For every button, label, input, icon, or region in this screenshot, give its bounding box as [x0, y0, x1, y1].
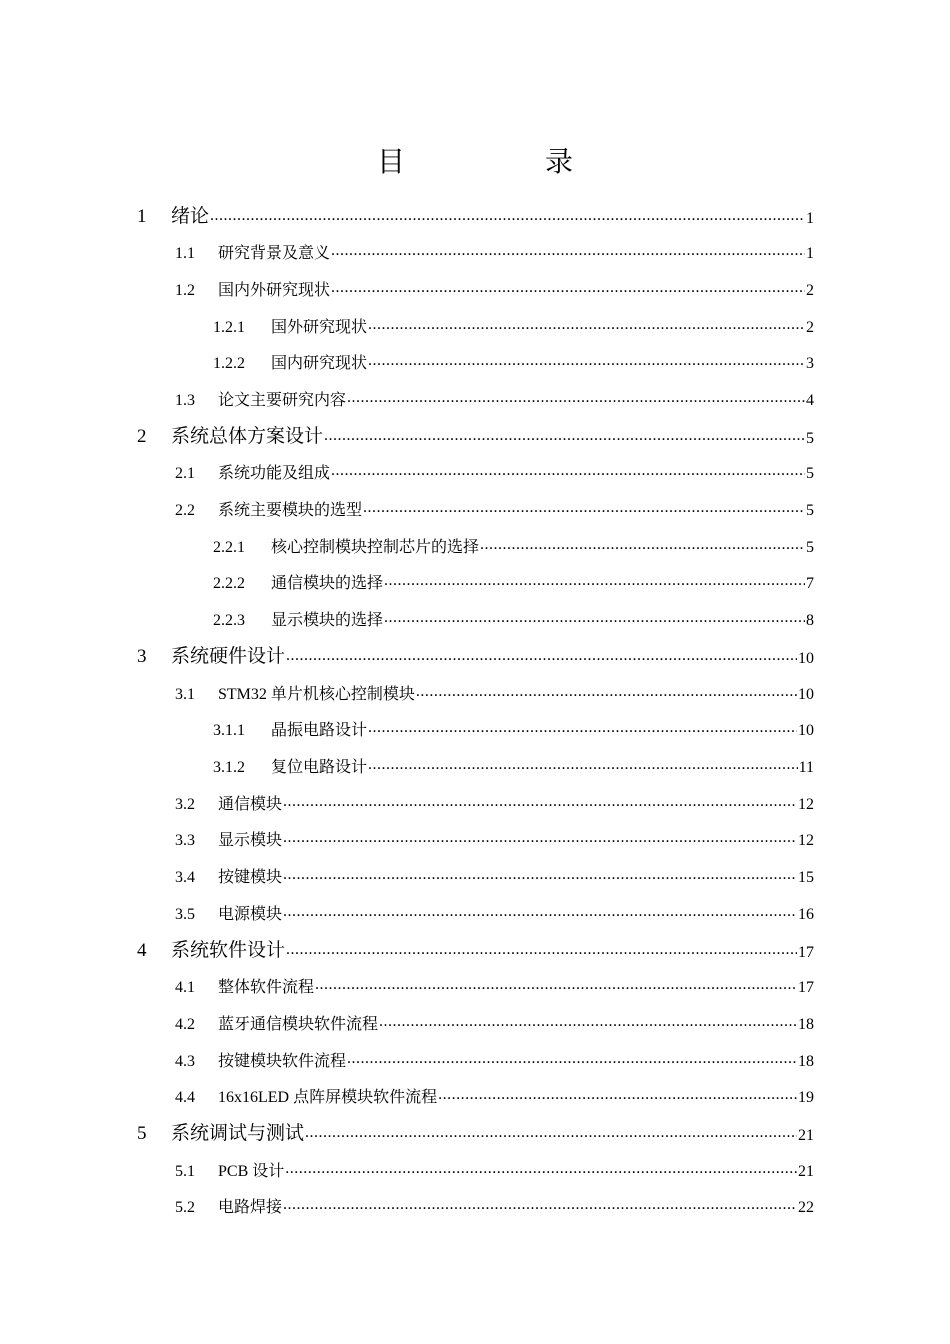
toc-dot-leader [315, 976, 797, 994]
toc-entry-title: 绪论 [171, 205, 210, 227]
toc-entry-number: 2.2 [175, 502, 195, 519]
toc-entry-number: 3.1.1 [213, 722, 245, 739]
toc-entry-number: 2 [137, 426, 147, 447]
toc-entry-number: 5.1 [175, 1163, 195, 1180]
toc-entry-title: 通信模块 [218, 796, 283, 813]
toc-entry[interactable] [137, 934, 814, 962]
toc-entry-title: 整体软件流程 [218, 979, 315, 996]
toc-entry[interactable] [175, 492, 814, 520]
toc-dot-leader [379, 1013, 797, 1031]
toc-entry-page-number: 10 [798, 722, 814, 739]
toc-entry-number: 4.2 [175, 1016, 195, 1033]
toc-entry-page-number: 18 [798, 1053, 814, 1070]
toc-entry-title: 通信模块的选择 [271, 575, 384, 592]
toc-entry-page-number: 4 [806, 392, 814, 409]
toc-entry[interactable] [175, 859, 814, 887]
toc-entry-number: 2.2.1 [213, 539, 245, 556]
toc-entry-page-number: 10 [798, 686, 814, 703]
toc-entry-number: 3.4 [175, 869, 195, 886]
toc-entry-number: 1.2.1 [213, 319, 245, 336]
toc-entry-title: 系统硬件设计 [171, 645, 286, 667]
toc-entry[interactable] [213, 749, 814, 777]
toc-entry[interactable] [175, 1079, 814, 1107]
toc-dot-leader [384, 609, 805, 627]
toc-entry-page-number: 18 [798, 1016, 814, 1033]
toc-dot-leader [438, 1086, 797, 1104]
toc-dot-leader [285, 1160, 797, 1178]
toc-entry[interactable] [175, 272, 814, 300]
toc-entry-number: 1.2 [175, 282, 195, 299]
toc-dot-leader [283, 793, 797, 811]
toc-entry-title: 电路焊接 [218, 1199, 283, 1216]
toc-entry[interactable] [213, 529, 814, 557]
toc-entry-title: 研究背景及意义 [218, 245, 331, 262]
toc-entry-title: 国内外研究现状 [218, 282, 331, 299]
toc-entry[interactable] [175, 786, 814, 814]
toc-entry-number: 3.1.2 [213, 759, 245, 776]
toc-dot-leader [210, 207, 805, 225]
toc-entry-title: 显示模块 [218, 832, 283, 849]
toc-entry-number: 1 [137, 206, 147, 227]
toc-entry-number: 1.3 [175, 392, 195, 409]
toc-entry-page-number: 21 [798, 1163, 814, 1180]
toc-dot-leader [324, 427, 805, 445]
toc-entry-page-number: 16 [798, 906, 814, 923]
toc-entry-page-number: 1 [806, 245, 814, 262]
toc-entry-title: PCB 设计 [218, 1163, 285, 1180]
toc-entry-title: 论文主要研究内容 [218, 392, 347, 409]
toc-dot-leader [347, 1050, 797, 1068]
toc-dot-leader [331, 462, 805, 480]
toc-entry[interactable] [137, 640, 814, 668]
toc-entry-title: 蓝牙通信模块软件流程 [218, 1016, 379, 1033]
toc-entry[interactable] [175, 1043, 814, 1071]
toc-entry-title: 系统主要模块的选型 [218, 502, 363, 519]
toc-entry-title: 按键模块 [218, 869, 283, 886]
toc-entry-title: STM32 单片机核心控制模块 [218, 686, 415, 703]
toc-entry-number: 4.1 [175, 979, 195, 996]
toc-entry[interactable] [175, 896, 814, 924]
toc-entry[interactable] [213, 712, 814, 740]
toc-dot-leader [368, 719, 797, 737]
toc-entry-page-number: 12 [798, 832, 814, 849]
toc-entry-page-number: 5 [806, 539, 814, 556]
toc-entry-page-number: 19 [798, 1089, 814, 1106]
toc-entry-title: 复位电路设计 [271, 759, 368, 776]
toc-dot-leader [286, 647, 797, 665]
toc-entry[interactable] [175, 676, 814, 704]
toc-dot-leader [416, 683, 797, 701]
toc-entry-title: 按键模块软件流程 [218, 1053, 347, 1070]
toc-entry[interactable] [175, 822, 814, 850]
toc-entry-number: 2.2.2 [213, 575, 245, 592]
toc-entry-title: 系统调试与测试 [171, 1122, 305, 1144]
toc-entry-number: 5 [137, 1123, 147, 1144]
toc-dot-leader [305, 1124, 797, 1142]
toc-dot-leader [384, 572, 805, 590]
toc-entry-number: 4.3 [175, 1053, 195, 1070]
toc-entry-number: 3.5 [175, 906, 195, 923]
toc-entry-number: 2.2.3 [213, 612, 245, 629]
toc-dot-leader [283, 903, 797, 921]
toc-entry[interactable] [137, 420, 814, 448]
toc-entry-number: 5.2 [175, 1199, 195, 1216]
toc-entry[interactable] [175, 1189, 814, 1217]
toc-entry[interactable] [175, 235, 814, 263]
toc-entry[interactable] [175, 969, 814, 997]
page-title: 目 录 [376, 145, 629, 178]
toc-entry[interactable] [213, 309, 814, 337]
toc-entry[interactable] [137, 200, 814, 228]
toc-entry-page-number: 1 [806, 210, 814, 227]
toc-entry[interactable] [137, 1117, 814, 1145]
toc-entry-page-number: 17 [798, 944, 814, 961]
toc-entry-page-number: 7 [806, 575, 814, 592]
toc-entry-page-number: 12 [798, 796, 814, 813]
toc-entry[interactable] [175, 382, 814, 410]
toc-entry-title: 核心控制模块控制芯片的选择 [271, 539, 480, 556]
toc-entry-page-number: 21 [798, 1127, 814, 1144]
toc-entry-page-number: 5 [806, 465, 814, 482]
toc-entry-number: 4 [137, 940, 147, 961]
toc-entry-title: 系统功能及组成 [218, 465, 331, 482]
toc-entry-page-number: 17 [798, 979, 814, 996]
toc-entry-title: 晶振电路设计 [271, 722, 368, 739]
toc-entry[interactable] [175, 455, 814, 483]
toc-entry-page-number: 22 [798, 1199, 814, 1216]
toc-entry-number: 3.3 [175, 832, 195, 849]
toc-entry-page-number: 8 [806, 612, 814, 629]
toc-entry-title: 显示模块的选择 [271, 612, 384, 629]
toc-entry-title: 系统软件设计 [171, 939, 286, 961]
toc-dot-leader [283, 1196, 797, 1214]
toc-dot-leader [286, 941, 797, 959]
toc-dot-leader [331, 279, 805, 297]
toc-entry-number: 3.2 [175, 796, 195, 813]
toc-entry[interactable] [213, 602, 814, 630]
toc-dot-leader [368, 316, 805, 334]
toc-entry[interactable] [175, 1006, 814, 1034]
toc-entry-number: 1.2.2 [213, 355, 245, 372]
toc-entry[interactable] [213, 345, 814, 373]
toc-entry-page-number: 15 [798, 869, 814, 886]
toc-dot-leader [363, 499, 805, 517]
toc-entry-number: 4.4 [175, 1089, 195, 1106]
toc-entry-number: 3.1 [175, 686, 195, 703]
toc-dot-leader [331, 242, 805, 260]
toc-entry-title: 系统总体方案设计 [171, 425, 324, 447]
toc-dot-leader [480, 536, 805, 554]
toc-entry-number: 1.1 [175, 245, 195, 262]
toc-entry-page-number: 10 [798, 650, 814, 667]
toc-entry-title: 电源模块 [218, 906, 283, 923]
toc-entry-title: 16x16LED 点阵屏模块软件流程 [218, 1089, 438, 1106]
toc-entry-number: 3 [137, 646, 147, 667]
toc-entry-title: 国外研究现状 [271, 319, 368, 336]
toc-entry[interactable] [175, 1153, 814, 1181]
toc-dot-leader [283, 829, 797, 847]
toc-entry[interactable] [213, 565, 814, 593]
toc-dot-leader [347, 389, 805, 407]
toc-entry-title: 国内研究现状 [271, 355, 368, 372]
toc-entry-page-number: 2 [806, 319, 814, 336]
toc-dot-leader [368, 352, 805, 370]
toc-entry-page-number: 11 [798, 759, 814, 776]
toc-entry-page-number: 5 [806, 502, 814, 519]
toc-entry-page-number: 3 [806, 355, 814, 372]
toc-dot-leader [283, 866, 797, 884]
toc-entry-page-number: 5 [806, 430, 814, 447]
toc-dot-leader [368, 756, 798, 774]
toc-entry-number: 2.1 [175, 465, 195, 482]
toc-entry-page-number: 2 [806, 282, 814, 299]
